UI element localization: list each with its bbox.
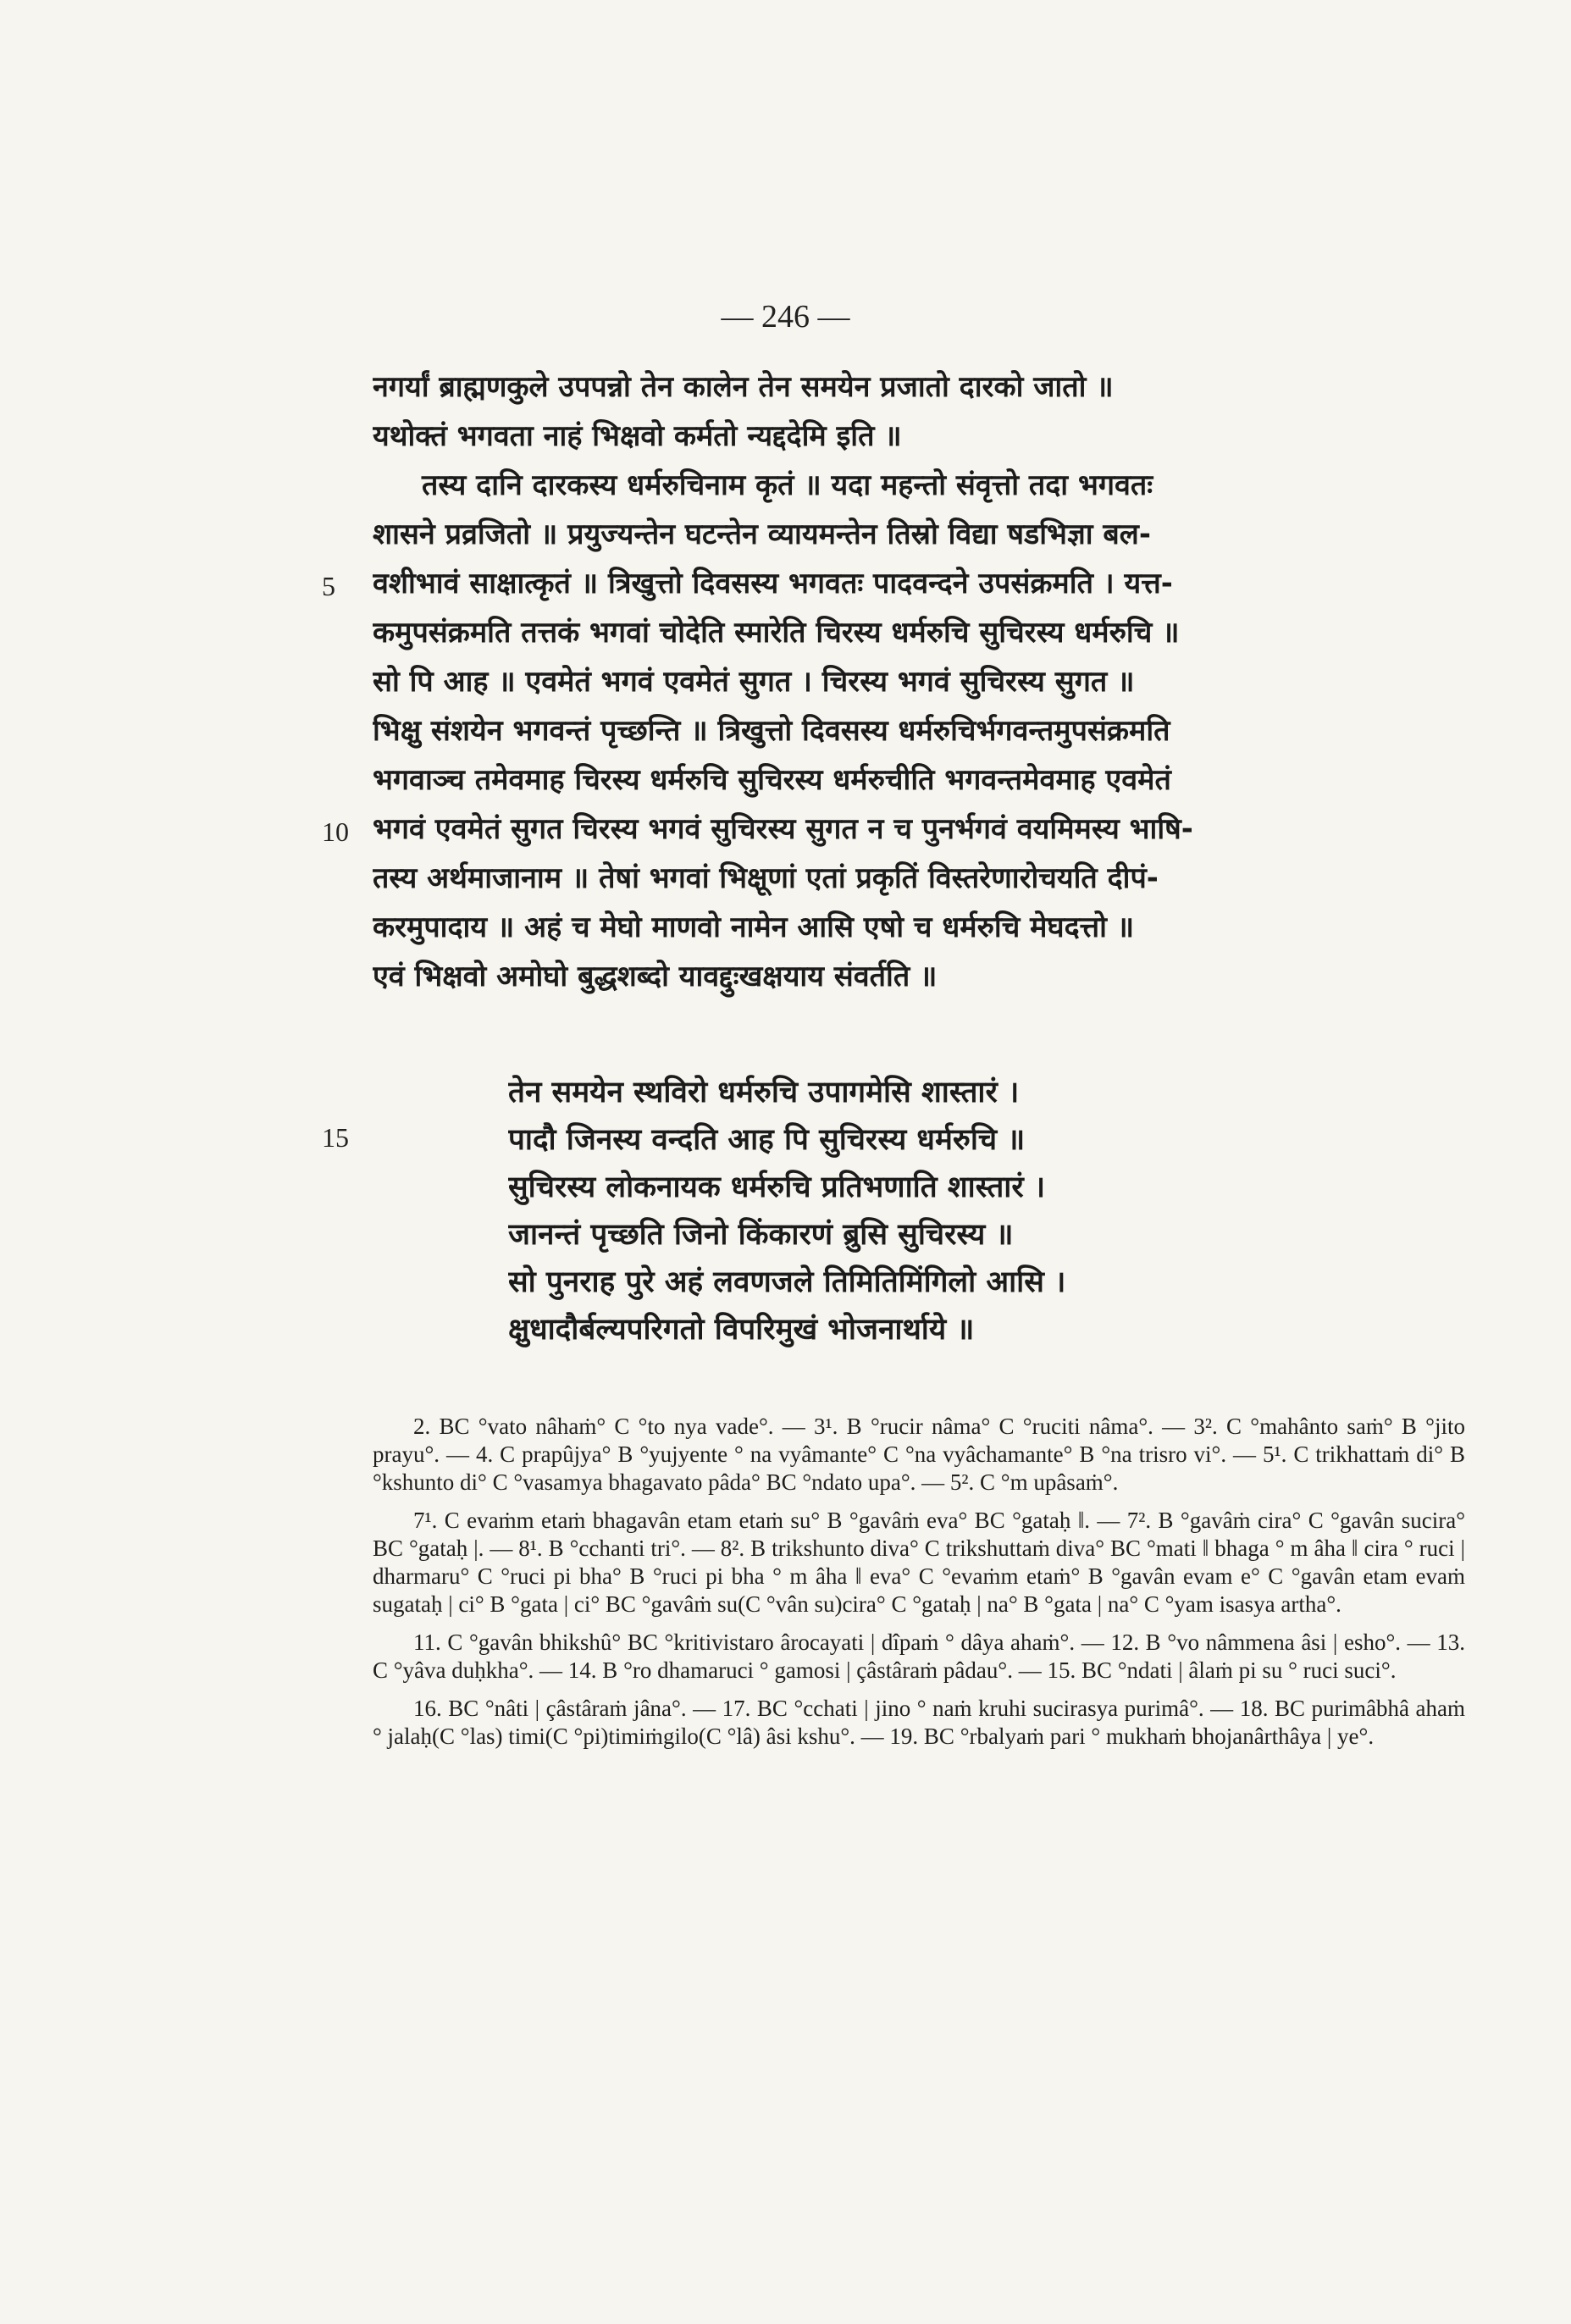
prose-line: भगवं एवमेतं सुगत चिरस्य भगवं सुचिरस्य सुगत न च पुनर्भगवं वयमिमस्य भाषि-	[373, 812, 1193, 846]
verse-block	[508, 1069, 1440, 1353]
footnote-paragraph: 16. BC °nâti | çâstâraṁ jâna°. — 17. BC °cchati | jino ° naṁ kruhi sucirasya purimâ°. — 18. BC purimâbhâ ahaṁ ° jalaḥ(C °las) timi(C °pi)timiṁgilo(C °lâ) âsi kshu°. — 19. BC °rbalyaṁ pari ° mukhaṁ bhojanârthâya | ye°.	[373, 1696, 1465, 1749]
prose-line: तस्य दानि दारकस्य धर्मरुचिनाम कृतं ॥ यदा महन्तो संवृत्तो तदा भगवतः	[422, 468, 1153, 502]
footnote-paragraph: 2. BC °vato nâhaṁ° C °to nya vade°. — 3¹. B °rucir nâma° C °ruciti nâma°. — 3². C °mahânto saṁ° B °jito prayu°. — 4. C prapûjya° B °yujyente ° na vyâmante° C °na vyâchamante° B °na trisro vi°. — 5¹. C trikhattaṁ di° B °kshunto di° C °vasamya bhagavato pâda° BC °ndato upa°. — 5². C °m upâsaṁ°.	[373, 1414, 1465, 1495]
footnote-paragraph: 11. C °gavân bhikshû° BC °kritivistaro ârocayati | dîpaṁ ° dâya ahaṁ°. — 12. B °vo nâmmena âsi | esho°. — 13. C °yâva duḥkha°. — 14. B °ro dhamaruci ° gamosi | çâstâraṁ pâdau°. — 15. BC °ndati | âlaṁ pi su ° ruci suci°.	[373, 1630, 1465, 1683]
prose-line: नगर्यां ब्राह्मणकुले उपपन्नो तेन कालेन तेन समयेन प्रजातो दारको जातो ॥	[373, 370, 1114, 404]
verse-line: जानन्तं पृच्छति जिनो किंकारणं ब्रुसि सुचिरस्य ॥	[508, 1218, 1014, 1252]
prose-line: सो पि आह ॥ एवमेतं भगवं एवमेतं सुगत । चिरस्य भगवं सुचिरस्य सुगत ॥	[373, 665, 1135, 699]
prose-line: एवं भिक्षवो अमोघो बुद्धशब्दो यावद्दुःखक्षयाय संवर्तति ॥	[373, 960, 938, 993]
page-number: — 246 —	[721, 299, 850, 335]
prose-line: करमुपादाय ॥ अहं च मेघो माणवो नामेन आसि एषो च धर्मरुचि मेघदत्तो ॥	[373, 910, 1135, 944]
prose-line: भगवाञ्च तमेवमाह चिरस्य धर्मरुचि सुचिरस्य धर्मरुचीति भगवन्तमेवमाह एवमेतं	[373, 763, 1171, 797]
footnote-paragraph: 7¹. C evaṁm etaṁ bhagavân etam etaṁ su° B °gavâṁ eva° BC °gataḥ ‖. — 7². B °gavâṁ cira° C °gavân sucira° BC °gataḥ |. — 8¹. B °cchanti tri°. — 8². B trikshunto diva° C trikshuttaṁ diva° BC °mati ‖ bhaga ° m âha ‖ cira ° ruci | dharmaru° C °ruci pi bha° B °ruci pi bha ° m âha ‖ eva° C °evaṁm etaṁ° B °gavân evam e° C °gavân etam evaṁ sugataḥ | ci° B °gata | ci° BC °gavâṁ su(C °vân su)cira° C °gataḥ | na° B °gata | na° C °yam isasya artha°.	[373, 1508, 1465, 1617]
verse-line: सुचिरस्य लोकनायक धर्मरुचि प्रतिभणाति शास्तारं ।	[508, 1170, 1046, 1204]
verse-line: क्षुधादौर्बल्यपरिगतो विपरिमुखं भोजनार्थाये ॥	[508, 1313, 975, 1347]
footnotes	[373, 1413, 1465, 1761]
line-number-15: 15	[322, 1122, 349, 1153]
prose-block	[373, 362, 1457, 1001]
prose-line: शासने प्रव्रजितो ॥ प्रयुज्यन्तेन घटन्तेन व्यायमन्तेन तिस्रो विद्या षडभिज्ञा बल-	[373, 517, 1151, 551]
line-number-5: 5	[322, 571, 335, 601]
prose-line: कमुपसंक्रमति तत्तकं भगवां चोदेति स्मारेति चिरस्य धर्मरुचि सुचिरस्य धर्मरुचि ॥	[373, 616, 1180, 650]
prose-line: यथोक्तं भगवता नाहं भिक्षवो कर्मतो न्यद्ददेमि इति ॥	[373, 419, 902, 453]
verse-line: सो पुनराह पुरे अहं लवणजले तिमितिमिंगिलो आसि ।	[508, 1265, 1066, 1299]
line-number-10: 10	[322, 816, 349, 847]
prose-line: तस्य अर्थमाजानाम ॥ तेषां भगवां भिक्षूणां एतां प्रकृतिं विस्तरेणारोचयति दीपं-	[373, 861, 1159, 895]
verse-line: तेन समयेन स्थविरो धर्मरुचि उपागमेसि शास्तारं ।	[508, 1076, 1020, 1109]
verse-line: पादौ जिनस्य वन्दति आह पि सुचिरस्य धर्मरुचि ॥	[508, 1123, 1026, 1157]
prose-line: वशीभावं साक्षात्कृतं ॥ त्रिखुत्तो दिवसस्य भगवतः पादवन्दने उपसंक्रमति । यत्त-	[373, 567, 1173, 600]
prose-line: भिक्षु संशयेन भगवन्तं पृच्छन्ति ॥ त्रिखुत्तो दिवसस्य धर्मरुचिर्भगवन्तमुपसंक्रमति	[373, 714, 1170, 748]
